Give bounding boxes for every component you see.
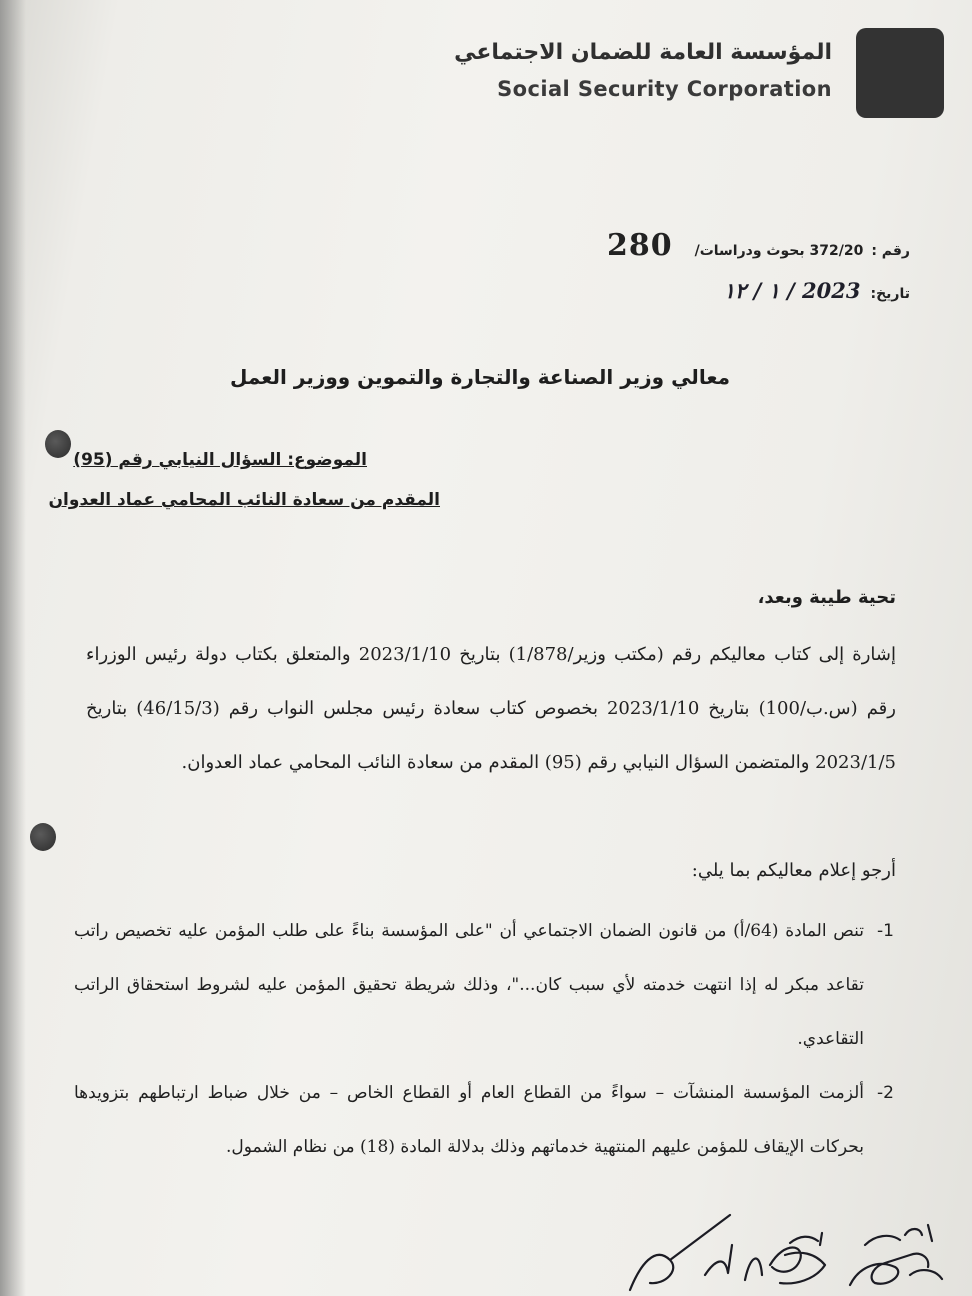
date-label: تاريخ: [870,286,910,302]
punch-hole [30,823,56,851]
handwritten-signatures [610,1205,950,1296]
subject-line: الموضوع: السؤال النيابي رقم (95) [73,450,367,470]
list-item [74,1066,894,1174]
list-item-number: 2- [877,1083,894,1103]
org-name-arabic: المؤسسة العامة للضمان الاجتماعي [454,40,832,65]
signatures [610,1205,950,1296]
request-line: أرجو إعلام معاليكم بما يلي: [691,860,896,881]
list-item [74,904,894,1066]
page-edge-shadow [0,0,26,1296]
stamped-number: 280 [606,228,673,263]
body-paragraph: إشارة إلى كتاب معاليكم رقم (مكتب وزير/1/878) بتاريخ 2023/1/10 والمتعلق بكتاب دولة رئيس الوزراء رقم (س.ب/100) بتاريخ 2023/1/10 بخصوص كتاب سعادة رئيس مجلس النواب رقم (46/15/3) بتاريخ 2023/1/5 والمتضمن السؤال النيابي رقم (95) المقدم من سعادة النائب المحامي عماد العدوان. [86,644,896,773]
handwritten-date: 2023 / ١ / ١٢ [723,278,861,303]
reference-number: 372/20 بحوث ودراسات/ [694,243,864,259]
date-line [724,278,910,303]
list-item-number: 1- [877,921,894,941]
addressee: معالي وزير الصناعة والتجارة والتموين ووزير العمل [230,365,730,389]
logo-redacted-block [856,28,944,118]
subject-line-2: المقدم من سعادة النائب المحامي عماد العدوان [48,490,440,510]
reference-line [607,228,910,263]
org-name-english: Social Security Corporation [497,77,832,101]
list-item-text: تنص المادة (64/أ) من قانون الضمان الاجتماعي أن "على المؤسسة بناءً على طلب المؤمن عليه تخصيص راتب تقاعد مبكر له إذا انتهت خدمته لأي سبب كان..."، وذلك شريطة تحقيق المؤمن عليه لشروط استحقاق الراتب التقاعدي. [74,921,864,1049]
reference-label: رقم : [871,243,910,259]
list-item-text: ألزمت المؤسسة المنشآت – سواءً من القطاع العام أو القطاع الخاص – من خلال ضباط ارتباطهم بتزويدها بحركات الإيقاف للمؤمن عليهم المنتهية خدماتهم وذلك بدلالة المادة (18) من نظام الشمول. [74,1083,864,1157]
punch-hole [45,430,71,458]
greeting: تحية طيبة وبعد، [757,587,896,608]
